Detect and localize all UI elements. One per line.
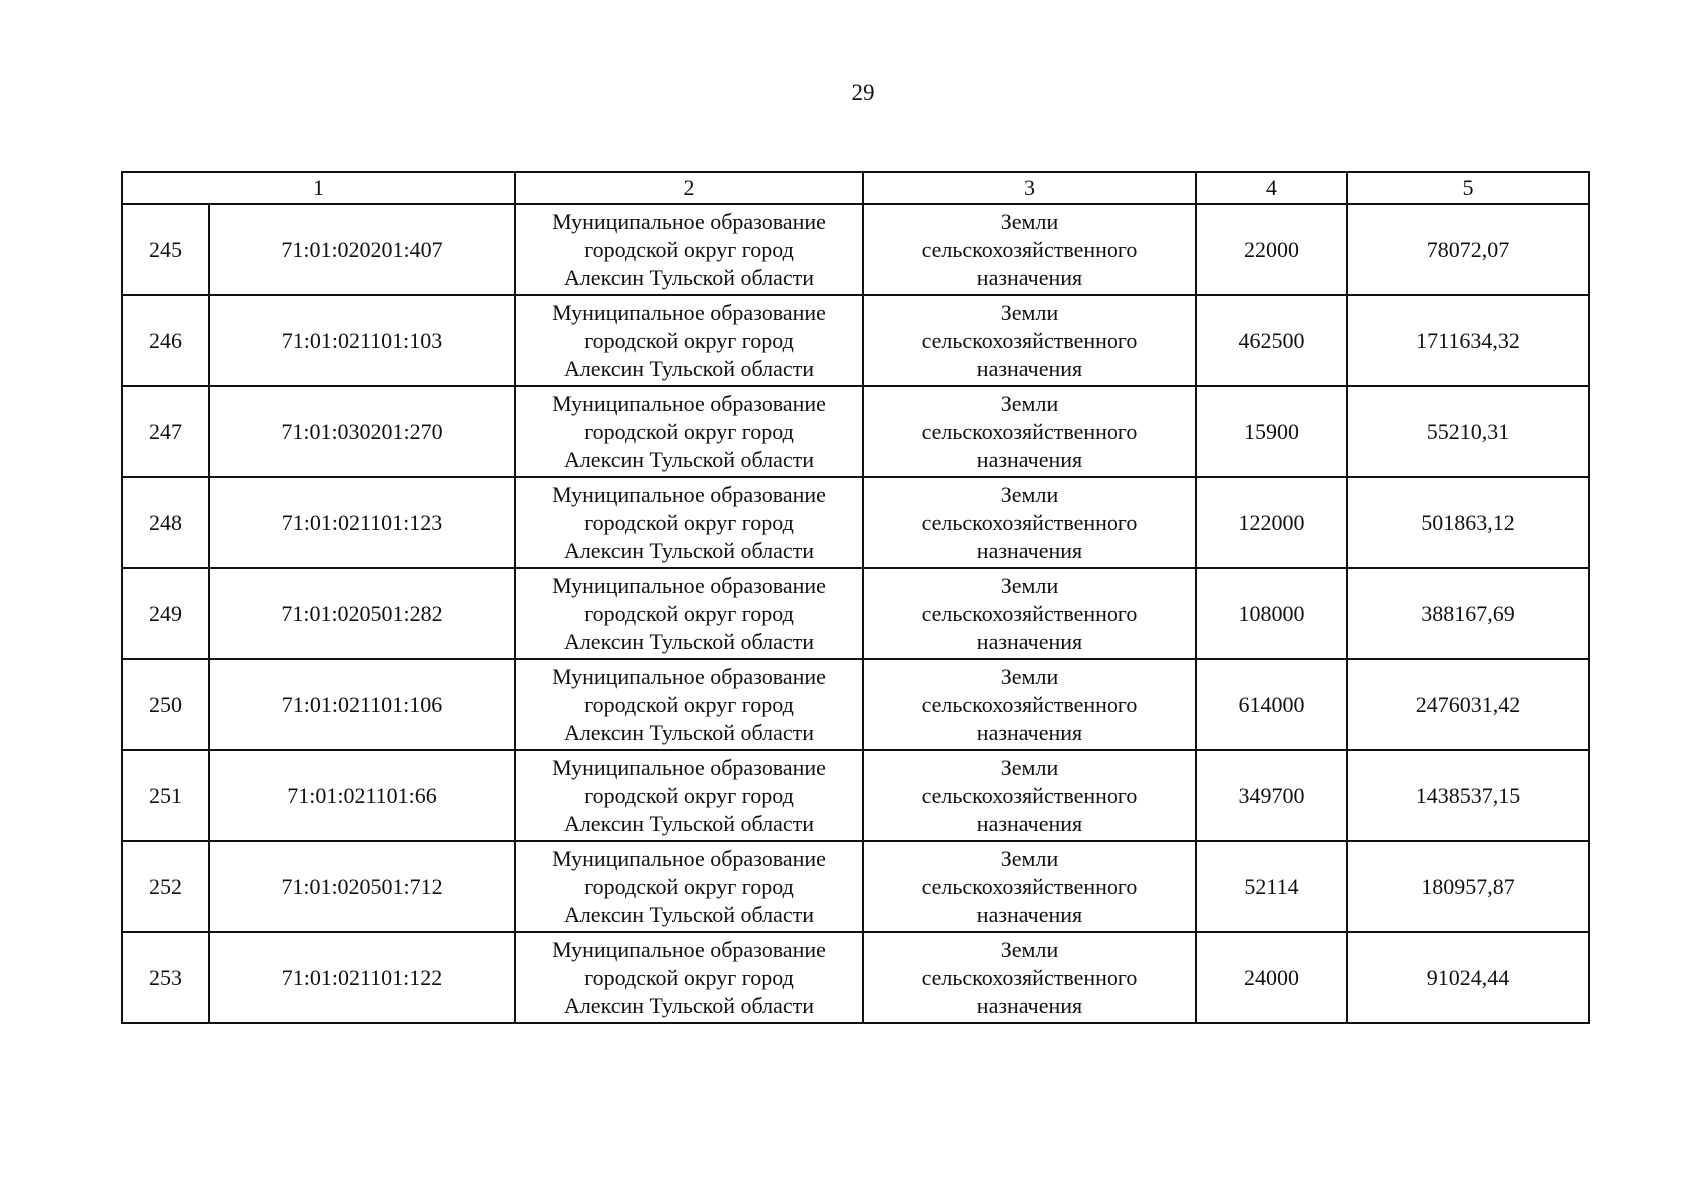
category-line: сельскохозяйственного [921,236,1138,262]
header-row [122,172,1589,204]
category-line: назначения [976,992,1083,1018]
area-cell: 15900 [1196,386,1347,477]
owner-cell [515,659,863,750]
category-line: сельскохозяйственного [921,873,1138,899]
area-cell: 349700 [1196,750,1347,841]
table-row [122,204,1589,295]
category-line: Земли [1000,754,1059,780]
header-col-2: 2 [515,172,863,204]
category-line: Земли [1000,481,1059,507]
owner-line: Муниципальное образование [552,208,826,234]
category-line: назначения [976,810,1083,836]
area-cell: 614000 [1196,659,1347,750]
owner-line: Алексин Тульской области [563,446,815,472]
row-number-cell: 250 [122,659,209,750]
owner-cell [515,477,863,568]
table-row [122,659,1589,750]
category-line: назначения [976,628,1083,654]
page-number: 29 [851,80,875,105]
owner-cell [515,568,863,659]
row-number-cell: 245 [122,204,209,295]
row-number-cell: 252 [122,841,209,932]
area-cell: 52114 [1196,841,1347,932]
table-row [122,841,1589,932]
table-row [122,295,1589,386]
owner-cell [515,750,863,841]
category-line: Земли [1000,299,1059,325]
owner-cell [515,932,863,1023]
cadastral-number-cell: 71:01:021101:106 [209,659,515,750]
owner-line: городской округ город [584,782,794,808]
cadastral-value-cell: 55210,31 [1347,386,1589,477]
owner-line: городской округ город [584,600,794,626]
owner-line: городской округ город [584,691,794,717]
category-line: сельскохозяйственного [921,782,1138,808]
land-category-cell [863,659,1196,750]
area-cell: 462500 [1196,295,1347,386]
table-row [122,932,1589,1023]
category-line: сельскохозяйственного [921,600,1138,626]
table-row [122,568,1589,659]
owner-line: Муниципальное образование [552,299,826,325]
owner-line: городской округ город [584,327,794,353]
area-cell: 122000 [1196,477,1347,568]
owner-line: Алексин Тульской области [563,537,815,563]
owner-line: городской округ город [584,418,794,444]
category-line: Земли [1000,845,1059,871]
category-line: сельскохозяйственного [921,964,1138,990]
cadastral-value-cell: 1438537,15 [1347,750,1589,841]
owner-cell [515,386,863,477]
row-number-cell: 248 [122,477,209,568]
land-registry-table [121,171,1590,1024]
cadastral-value-cell: 501863,12 [1347,477,1589,568]
owner-cell [515,204,863,295]
cadastral-number-cell: 71:01:021101:103 [209,295,515,386]
cadastral-number-cell: 71:01:021101:122 [209,932,515,1023]
category-line: Земли [1000,208,1059,234]
cadastral-value-cell: 78072,07 [1347,204,1589,295]
row-number-cell: 251 [122,750,209,841]
row-number-cell: 249 [122,568,209,659]
owner-line: городской округ город [584,236,794,262]
header-col-1: 1 [122,172,515,204]
cadastral-value-cell: 388167,69 [1347,568,1589,659]
cadastral-number-cell: 71:01:021101:123 [209,477,515,568]
area-cell: 108000 [1196,568,1347,659]
table-row [122,386,1589,477]
table-row [122,750,1589,841]
header-col-5: 5 [1347,172,1589,204]
category-line: сельскохозяйственного [921,509,1138,535]
owner-line: Алексин Тульской области [563,810,815,836]
category-line: Земли [1000,390,1059,416]
land-category-cell [863,204,1196,295]
owner-line: Муниципальное образование [552,481,826,507]
category-line: назначения [976,537,1083,563]
owner-line: Алексин Тульской области [563,628,815,654]
owner-line: Муниципальное образование [552,936,826,962]
land-category-cell [863,568,1196,659]
land-category-cell [863,841,1196,932]
area-cell: 22000 [1196,204,1347,295]
owner-line: Муниципальное образование [552,572,826,598]
land-category-cell [863,386,1196,477]
owner-cell [515,295,863,386]
category-line: Земли [1000,936,1059,962]
category-line: назначения [976,901,1083,927]
land-category-cell [863,750,1196,841]
table-header [122,172,1589,204]
owner-line: Алексин Тульской области [563,355,815,381]
category-line: сельскохозяйственного [921,327,1138,353]
category-line: назначения [976,719,1083,745]
category-line: сельскохозяйственного [921,691,1138,717]
land-category-cell [863,477,1196,568]
owner-line: Муниципальное образование [552,845,826,871]
owner-line: Алексин Тульской области [563,992,815,1018]
land-category-cell [863,932,1196,1023]
row-number-cell: 246 [122,295,209,386]
category-line: Земли [1000,572,1059,598]
cadastral-number-cell: 71:01:020501:712 [209,841,515,932]
owner-line: Алексин Тульской области [563,719,815,745]
header-col-4: 4 [1196,172,1347,204]
owner-line: Муниципальное образование [552,390,826,416]
cadastral-number-cell: 71:01:020201:407 [209,204,515,295]
owner-line: Алексин Тульской области [563,264,815,290]
category-line: сельскохозяйственного [921,418,1138,444]
category-line: назначения [976,355,1083,381]
header-col-3: 3 [863,172,1196,204]
row-number-cell: 253 [122,932,209,1023]
owner-line: городской округ город [584,509,794,535]
owner-line: Муниципальное образование [552,663,826,689]
cadastral-value-cell: 180957,87 [1347,841,1589,932]
cadastral-value-cell: 91024,44 [1347,932,1589,1023]
category-line: назначения [976,264,1083,290]
cadastral-number-cell: 71:01:021101:66 [209,750,515,841]
owner-line: Муниципальное образование [552,754,826,780]
cadastral-value-cell: 1711634,32 [1347,295,1589,386]
cadastral-number-cell: 71:01:020501:282 [209,568,515,659]
cadastral-value-cell: 2476031,42 [1347,659,1589,750]
owner-cell [515,841,863,932]
category-line: назначения [976,446,1083,472]
table-body [122,204,1589,1023]
area-cell: 24000 [1196,932,1347,1023]
category-line: Земли [1000,663,1059,689]
table-row [122,477,1589,568]
land-category-cell [863,295,1196,386]
row-number-cell: 247 [122,386,209,477]
owner-line: Алексин Тульской области [563,901,815,927]
owner-line: городской округ город [584,964,794,990]
owner-line: городской округ город [584,873,794,899]
cadastral-number-cell: 71:01:030201:270 [209,386,515,477]
